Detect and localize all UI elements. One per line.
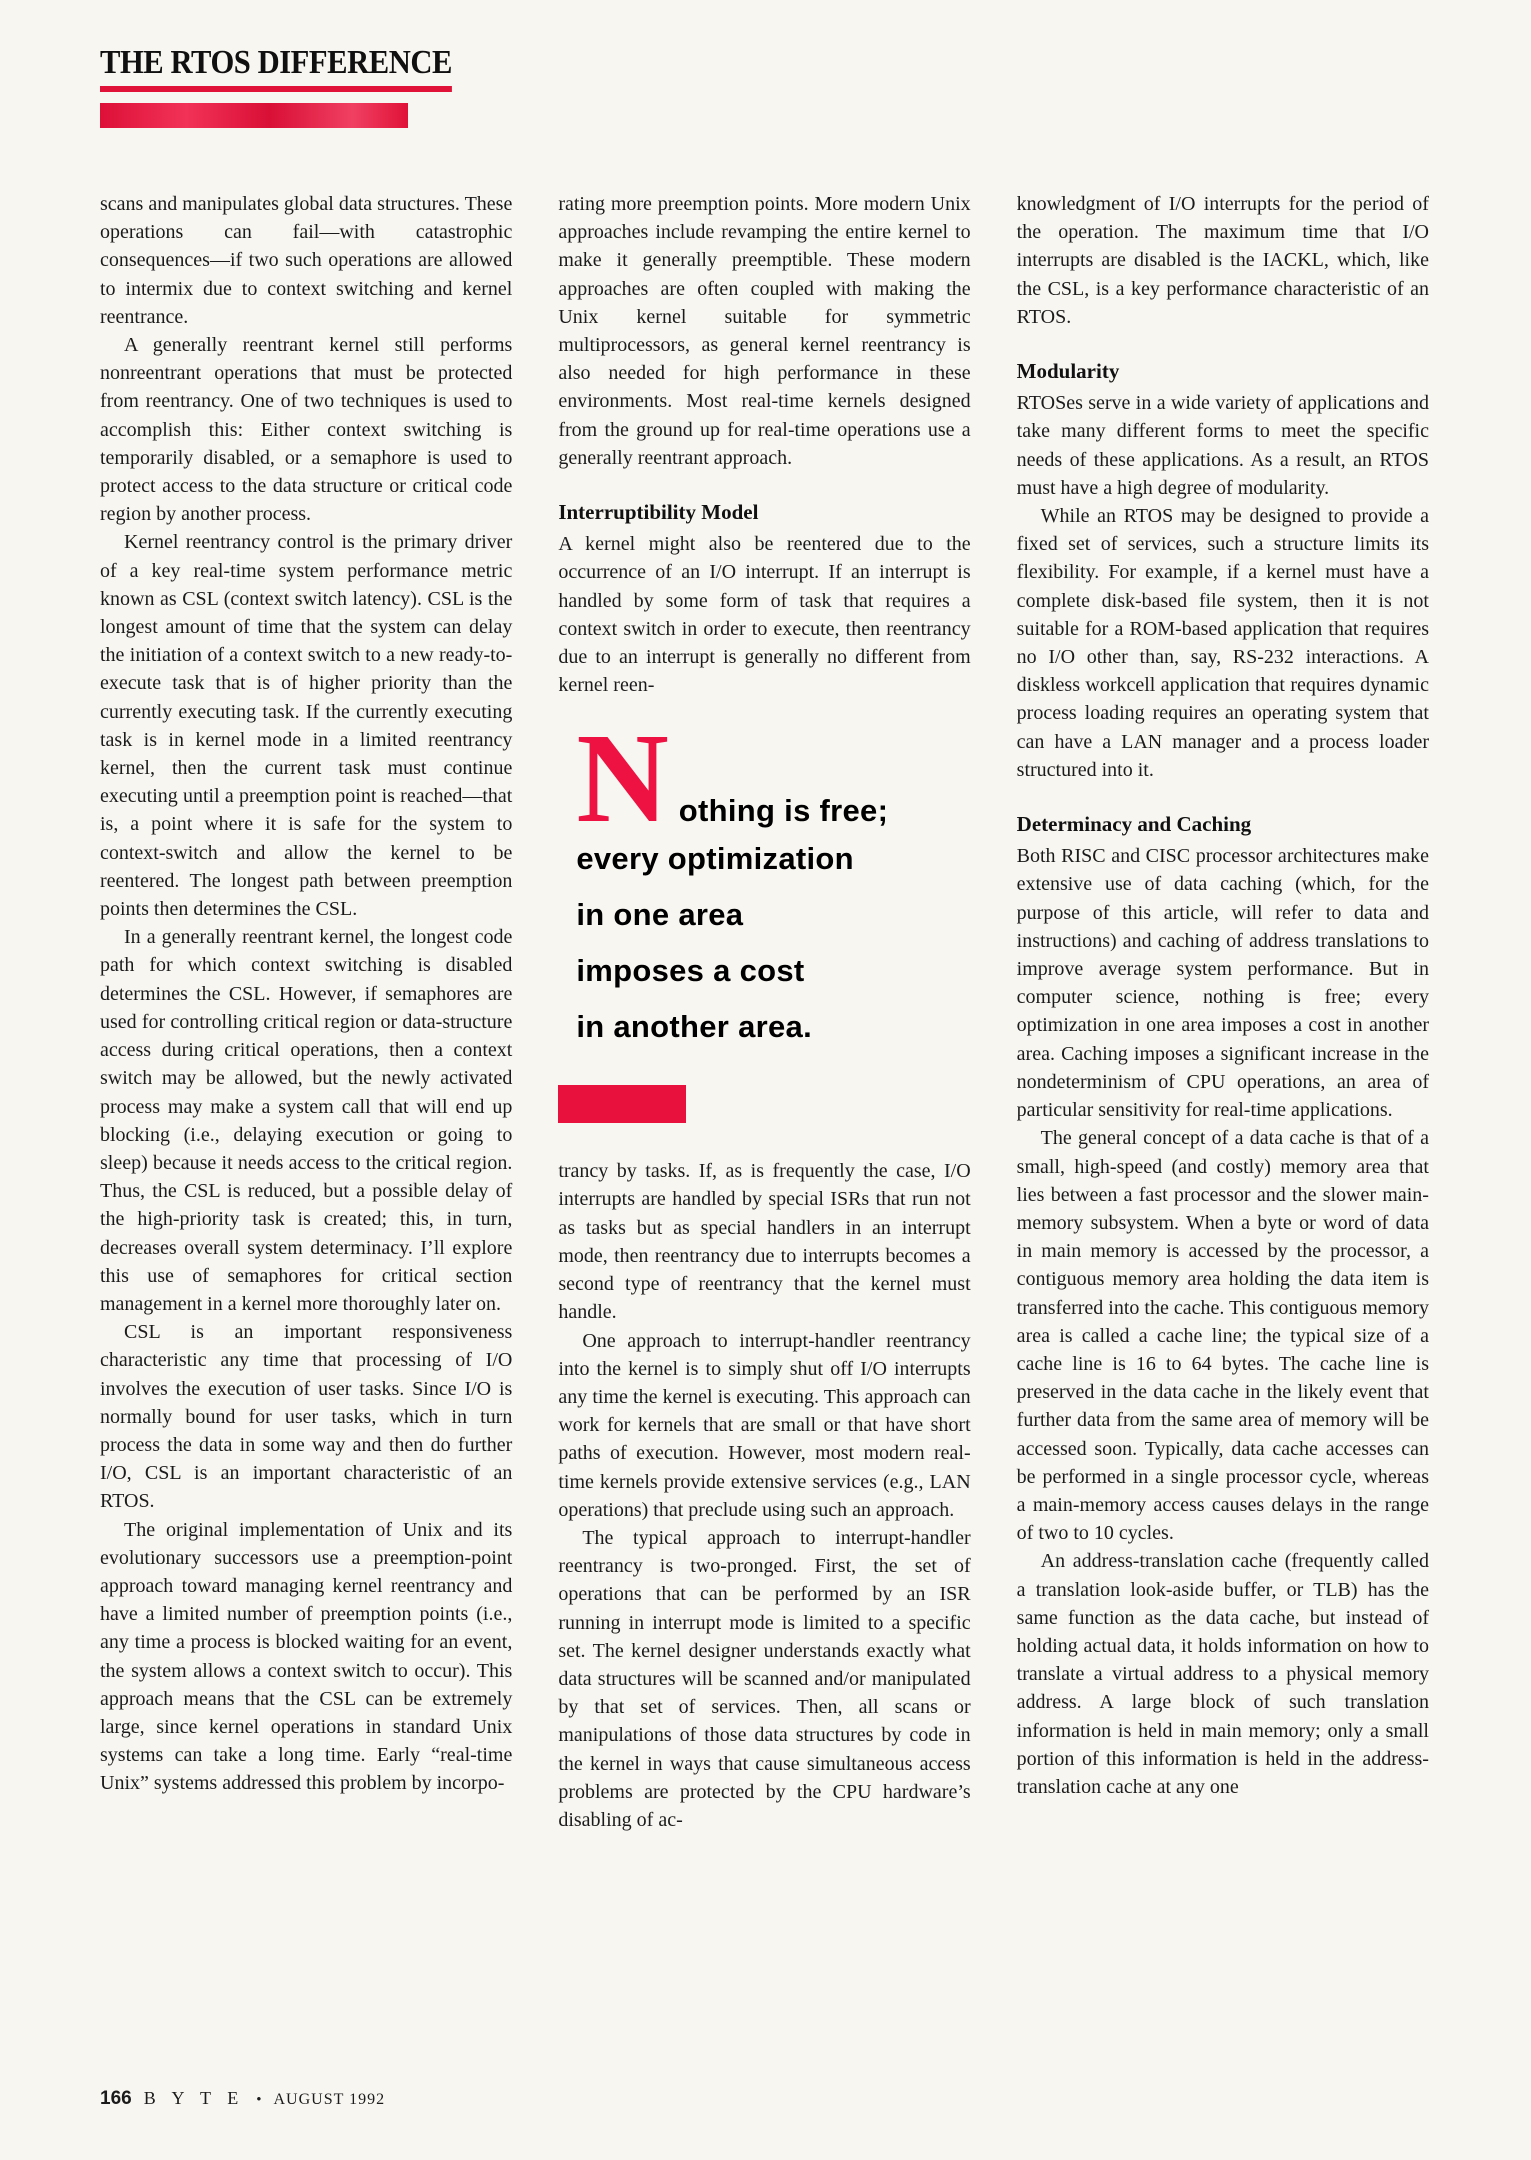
paragraph: The general concept of a data cache is that of a small, high-speed (and costly) memory area that lies between a fast processor and the slower main-memory subsystem. When a byte or word of data in main memory is accessed by the processor, a contiguous memory area holding the data item is transferred into the cache. This contiguous memory area is called a cache line; the typical size of a cache line is 16 to 64 bytes. The cache line is preserved in the data cache in the likely event that further data from the same area of memory will be accessed soon. Typically, data cache accesses can be performed in a single processor cycle, whereas a main-memory access causes delays in the range of two to 10 cycles.	[1016, 1127, 1429, 1545]
column-2	[558, 190, 970, 1834]
issue-date: AUGUST 1992	[273, 2091, 386, 2108]
pull-quote-first-line	[558, 707, 970, 850]
paragraph: scans and manipulates global data structures. These operations can fail—with catastrophic consequences—if two such operations are allowed to intermix due to context switching and kernel reentrance.	[100, 193, 513, 328]
paragraph: One approach to interrupt-handler reentrancy into the kernel is to simply shut off I/O interrupts any time the kernel is executing. This approach can work for kernels that are small or that have short paths of execution. However, most modern real-time kernels provide extensive services (e.g., LAN operations) that preclude using such an approach.	[558, 1329, 971, 1521]
red-banner-bar	[100, 103, 408, 128]
paragraph: While an RTOS may be designed to provide a fixed set of services, such a structure limits its flexibility. For example, if a kernel must have a complete disk-based file system, then it is not suitable for a ROM-based application that requires no I/O other than, say, RS-232 interactions. A diskless workcell application that requires dynamic process loading requires an operating system that can have a LAN manager and a process loader structured into it.	[1016, 505, 1429, 781]
pull-quote-line: imposes a cost	[576, 953, 805, 989]
section-heading-modularity: Modularity	[1016, 359, 1120, 384]
paragraph: In a generally reentrant kernel, the longest code path for which context switching is disabled determines the CSL. However, if semaphores are used for controlling critical region or data-structure access during critical operations, then a context switch may be allowed, but the newly activated process may make a system call that will end up blocking (i.e., delaying execution or going to sleep) because it needs access to the critical region. Thus, the CSL is reduced, but a possible delay of the high-priority task is created; this, in turn, decreases overall system determinacy. I’ll explore this use of semaphores for critical section management in a kernel more thoroughly later on.	[100, 926, 513, 1315]
paragraph: A kernel might also be reentered due to the occurrence of an I/O interrupt. If an interrupt is handled by some form of task that requires a context switch in order to execute, then reentrancy due to an interrupt is generally no different from kernel reen-	[558, 533, 971, 697]
magazine-name: B Y T E	[143, 2088, 245, 2108]
paragraph: trancy by tasks. If, as is frequently the case, I/O interrupts are handled by special ISRs that run not as tasks but as special handlers in an interrupt mode, then reentrancy due to interrupts becomes a second type of reentrancy that the kernel must handle.	[558, 1160, 971, 1324]
paragraph: Both RISC and CISC processor architectures make extensive use of data caching (which, for the purpose of this article, will refer to data and instructions) and caching of address translations to improve average system performance. But in computer science, nothing is free; every optimization in one area imposes a cost in another area. Caching imposes a significant increase in the nondeterminism of CPU operations, an area of particular sensitivity for real-time applications.	[1016, 845, 1429, 1122]
page-footer	[100, 2088, 385, 2110]
pull-quote-line: othing is free;	[678, 793, 889, 829]
page-number: 166	[100, 2088, 132, 2109]
paragraph: Kernel reentrancy control is the primary driver of a key real-time system performance metric known as CSL (context switch latency). CSL is the longest amount of time that the system can delay the initiation of a context switch to a new ready-to-execute task that is of higher priority than the currently executing task. If the currently executing task is in kernel mode in a limited reentrancy kernel, then the current task must continue executing until a preemption point is reached—that is, a point where it is safe for the system to context-switch and allow the kernel to be reentered. The longest path between preemption points then determines the CSL.	[100, 531, 513, 921]
pull-quote-red-bar	[558, 1085, 686, 1123]
paragraph: knowledgment of I/O interrupts for the period of the operation. The maximum time that I/O interrupts are disabled is the IACKL, which, like the CSL, is a key performance characteristic of an RTOS.	[1016, 193, 1429, 328]
pull-quote-line: in another area.	[576, 1009, 812, 1045]
paragraph: CSL is an important responsiveness characteristic any time that processing of I/O involves the execution of user tasks. Since I/O is normally bound for user tasks, which in turn process the data in some way and then do further I/O, CSL is an important characteristic of an RTOS.	[100, 1321, 513, 1513]
section-heading-interruptibility-model: Interruptibility Model	[558, 500, 759, 525]
paragraph: An address-translation cache (frequently called a translation look-aside buffer, or TLB) has the same function as the data cache, but instead of holding actual data, it holds information on how to translate a virtual address to a physical memory address. A large block of such translation information is held in main memory; only a small portion of this information is held in the address-translation cache at any one	[1016, 1550, 1429, 1798]
paragraph: RTOSes serve in a wide variety of applications and take many different forms to meet the specific needs of these applications. As a result, an RTOS must have a high degree of modularity.	[1016, 392, 1429, 499]
article-title: THE RTOS DIFFERENCE	[100, 44, 452, 92]
paragraph: The original implementation of Unix and its evolutionary successors use a preemption-point approach toward managing kernel reentrancy and have a limited number of preemption points (i.e., any time a process is blocked waiting for an event, the system allows a context switch to occur). This approach means that the CSL can be extremely large, since kernel operations in standard Unix systems can take a long time. Early “real-time Unix” systems addressed this problem by incorpo-	[100, 1518, 513, 1795]
paragraph: A generally reentrant kernel still performs nonreentrant operations that must be protected from reentrancy. One of two techniques is used to accomplish this: Either context switching is temporarily disabled, or a semaphore is used to protect access to the data structure or critical code region by another process.	[100, 334, 513, 526]
pull-quote-line: in one area	[576, 897, 744, 933]
paragraph: The typical approach to interrupt-handler reentrancy is two-pronged. First, the set of operations that can be performed by an ISR running in interrupt mode is limited to a specific set. The kernel designer understands exactly what data structures will be scanned and/or manipulated by that set of services. Then, all scans or manipulations of those data structures by code in the kernel in ways that cause simultaneous access problems are protected by the CPU hardware’s disabling of ac-	[558, 1526, 971, 1831]
section-heading-determinacy-and-caching: Determinacy and Caching	[1016, 812, 1252, 837]
paragraph: rating more preemption points. More modern Unix approaches include revamping the entire kernel to make it generally preemptible. These modern approaches are often coupled with making the Unix kernel suitable for symmetric multiprocessors, as general kernel reentrancy is also needed for high performance in these environments. Most real-time kernels designed from the ground up for real-time operations use a generally reentrant approach.	[558, 193, 971, 469]
pull-quote	[558, 707, 970, 1123]
article-columns	[100, 190, 1429, 1834]
pull-quote-line: every optimization	[576, 841, 854, 877]
column-1	[100, 190, 512, 1834]
drop-cap-letter: N	[576, 707, 669, 850]
masthead	[100, 44, 1429, 128]
footer-bullet: •	[256, 2092, 262, 2108]
column-3	[1017, 190, 1429, 1834]
